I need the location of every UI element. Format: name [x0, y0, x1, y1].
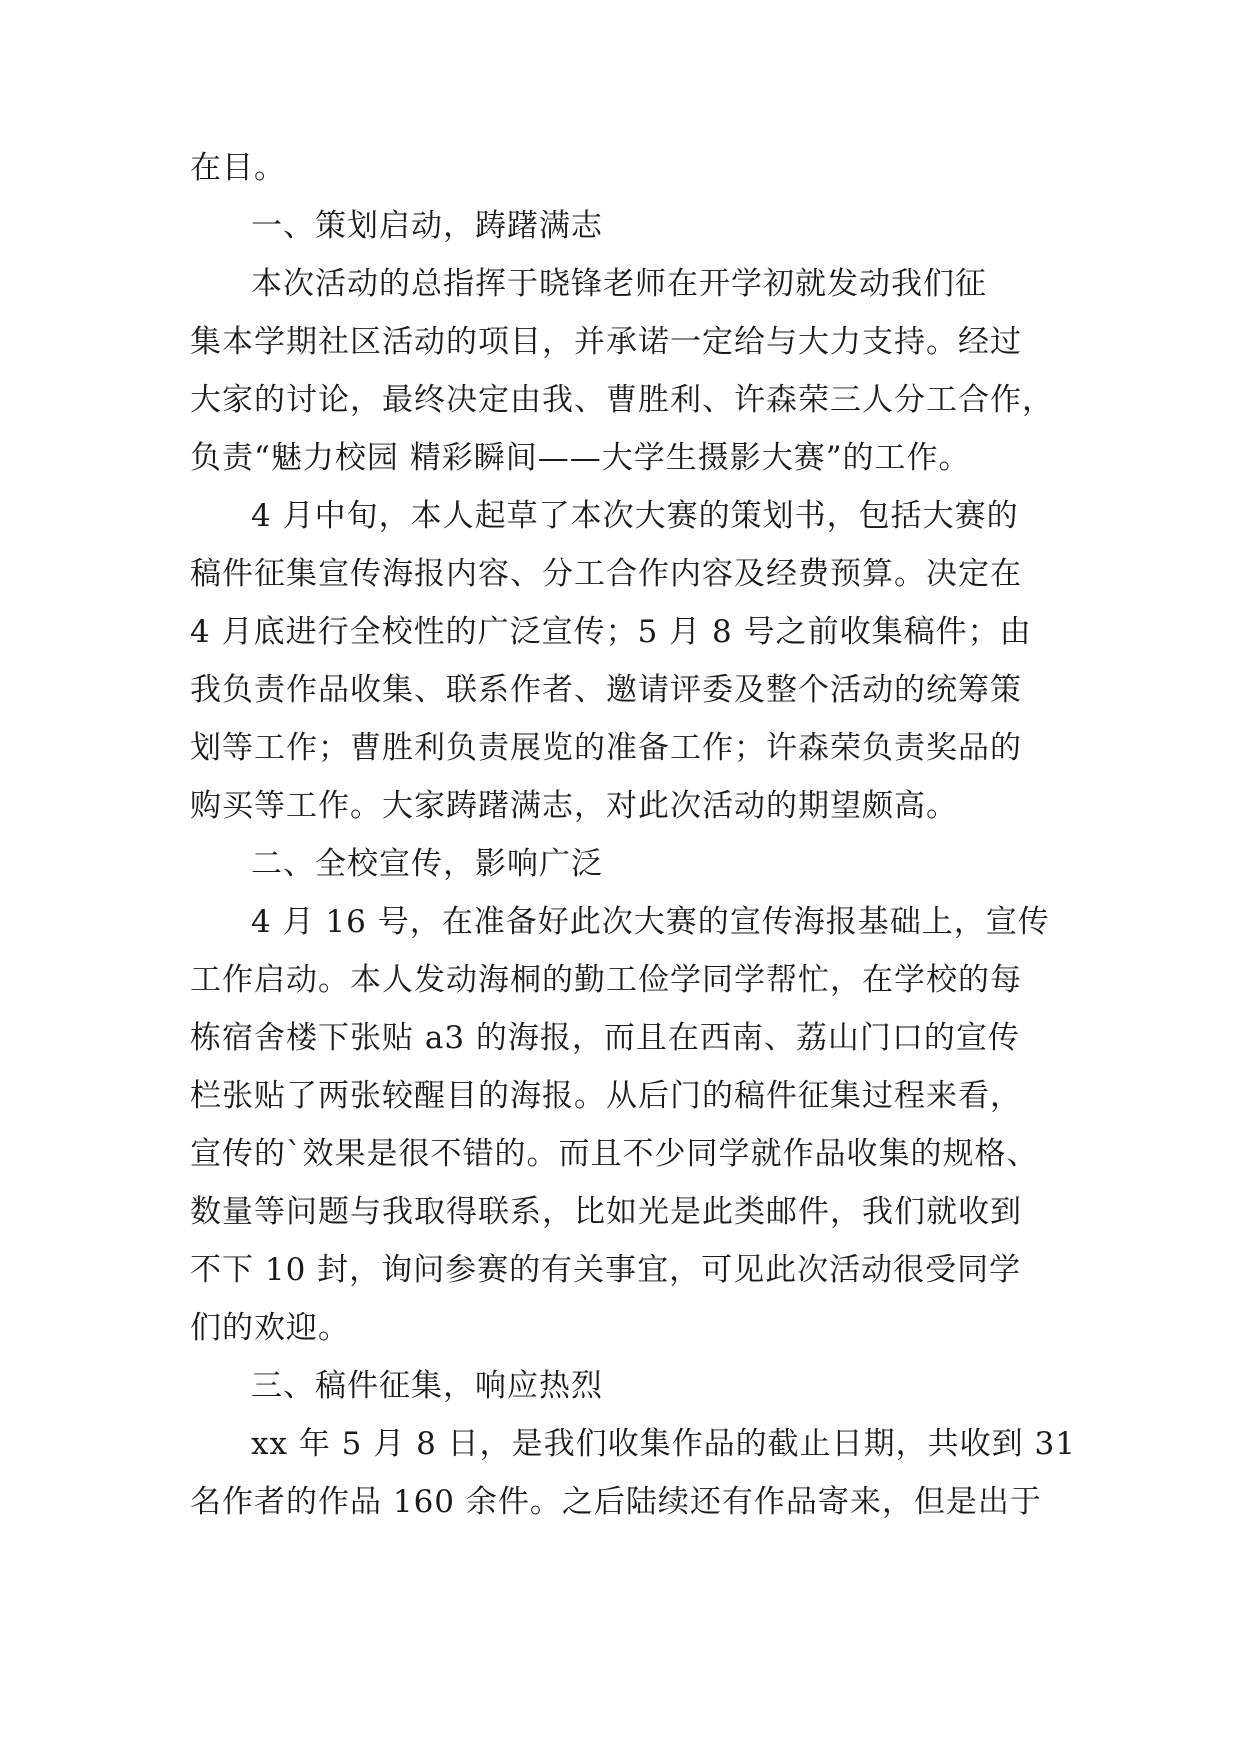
section-heading-2: 二、全校宣传，影响广泛 — [251, 846, 603, 882]
text-line: 们的欢迎。 — [190, 1310, 350, 1346]
text-line: 集本学期社区活动的项目，并承诺一定给与大力支持。经过 — [190, 324, 1022, 360]
text-line: 稿件征集宣传海报内容、分工合作内容及经费预算。决定在 — [190, 556, 1022, 592]
text-line: xx 年 5 月 8 日，是我们收集作品的截止日期，共收到 31 — [251, 1426, 1076, 1462]
text-line: 栋宿舍楼下张贴 a3 的海报，而且在西南、荔山门口的宣传 — [190, 1020, 1020, 1056]
text-line: 划等工作；曹胜利负责展览的准备工作；许森荣负责奖品的 — [190, 730, 1022, 766]
text-line: 4 月底进行全校性的广泛宣传；5 月 8 号之前收集稿件；由 — [190, 614, 1032, 650]
text-line: 栏张贴了两张较醒目的海报。从后门的稿件征集过程来看， — [190, 1078, 1022, 1114]
text-line: 数量等问题与我取得联系，比如光是此类邮件，我们就收到 — [190, 1194, 1022, 1230]
text-line: 宣传的`效果是很不错的。而且不少同学就作品收集的规格、 — [190, 1136, 1039, 1172]
text-line: 大家的讨论，最终决定由我、曹胜利、许森荣三人分工合作， — [190, 382, 1054, 418]
text-line: 本次活动的总指挥于晓锋老师在开学初就发动我们征 — [251, 266, 987, 302]
text-line: 负责“魅力校园 精彩瞬间——大学生摄影大赛”的工作。 — [190, 440, 971, 476]
section-heading-3: 三、稿件征集，响应热烈 — [251, 1368, 603, 1404]
section-heading-1: 一、策划启动，踌躇满志 — [251, 208, 603, 244]
text-line: 名作者的作品 160 余件。之后陆续还有作品寄来，但是出于 — [190, 1484, 1042, 1520]
text-line: 4 月中旬，本人起草了本次大赛的策划书，包括大赛的 — [251, 498, 1019, 534]
text-line: 不下 10 封，询问参赛的有关事宜，可见此次活动很受同学 — [190, 1252, 1022, 1288]
text-line: 4 月 16 号，在准备好此次大赛的宣传海报基础上，宣传 — [251, 904, 1050, 940]
text-line: 工作启动。本人发动海桐的勤工俭学同学帮忙，在学校的每 — [190, 962, 1022, 998]
text-line: 购买等工作。大家踌躇满志，对此次活动的期望颇高。 — [190, 788, 958, 824]
text-line: 在目。 — [190, 150, 286, 186]
text-line: 我负责作品收集、联系作者、邀请评委及整个活动的统筹策 — [190, 672, 1022, 708]
